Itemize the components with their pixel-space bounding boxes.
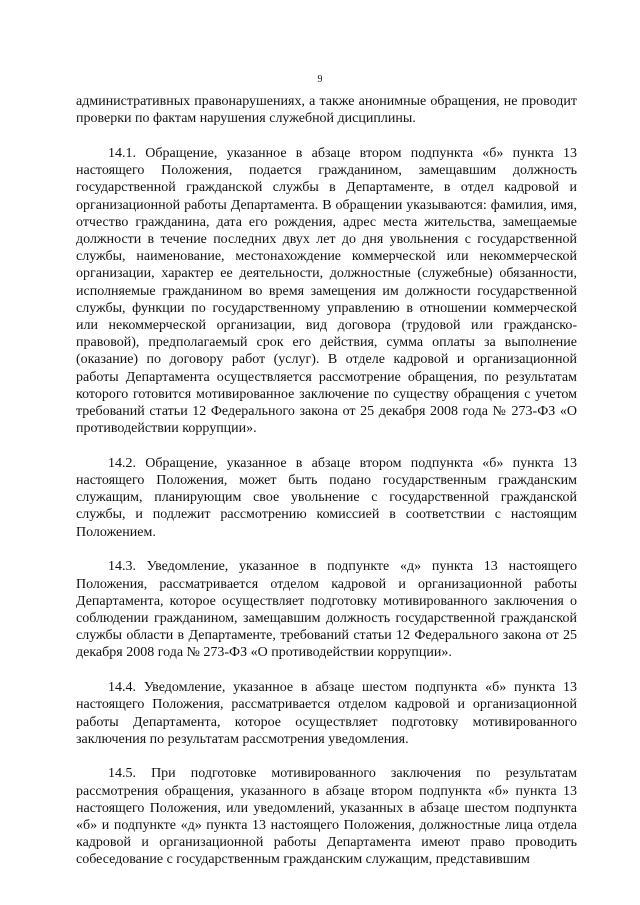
paragraph-gap	[76, 541, 577, 559]
paragraph-14-5: 14.5. При подготовке мотивированного заключения по результатам рассмотрения обращения, указанного в абзаце втором подпункта «б» пункта 13 настоящего Положения, или уведомлений, указанных в абзаце шестом подпункта «б» и подпункте «д» пункта 13 настоящего Положения, должностные лица отдела кадровой и организационной работы Департамента имеют право проводить собеседование с государственным гражданским служащим, представившим	[76, 766, 577, 868]
paragraph-gap	[76, 127, 577, 145]
paragraph-14-2: 14.2. Обращение, указанное в абзаце втором подпункта «б» пункта 13 настоящего Положения, может быть подано государственным гражданским служащим, планирующим свое увольнение с государственной гражданской службы, и подлежит рассмотрению комиссией в соответствии с настоящим Положением.	[76, 455, 577, 540]
paragraph-14-1: 14.1. Обращение, указанное в абзаце втором подпункта «б» пункта 13 настоящего Положения, подается гражданином, замещавшим должность государственной гражданской службы в Департаменте, в отдел кадровой и организационной работы Департамента. В обращении указываются: фамилия, имя, отчество гражданина, дата его рождения, адрес места жительства, замещаемые должности в течение последних двух лет до дня увольнения с государственной службы, наименование, местонахождение коммерческой или некоммерческой организации, характер ее деятельности, должностные (служебные) обязанности, исполняемые гражданином во время замещения им должности государственной службы, функции по государственному управлению в отношении коммерческой или некоммерческой организации, вид договора (трудовой или гражданско-правовой), предполагаемый срок его действия, сумма оплаты за выполнение (оказание) по договору работ (услуг). В отделе кадровой и организационной работы Департамента осуществляется рассмотрение обращения, по результатам которого готовится мотивированное заключение по существу обращения с учетом требований статьи 12 Федерального закона от 25 декабря 2008 года № 273-ФЗ «О противодействии коррупции».	[76, 145, 577, 437]
paragraph-gap	[76, 437, 577, 455]
page-number: 9	[317, 74, 323, 85]
paragraph-gap	[76, 662, 577, 680]
paragraph-14-3: 14.3. Уведомление, указанное в подпункте «д» пункта 13 настоящего Положения, рассматривается отделом кадровой и организационной работы Департамента, которое осуществляет подготовку мотивированного заключения о соблюдении гражданином, замещавшим должность государственной гражданской службы области в Департаменте, требований статьи 12 Федерального закона от 25 декабря 2008 года № 273-ФЗ «О противодействии коррупции».	[76, 559, 577, 661]
paragraph-continuation: административных правонарушениях, а также анонимные обращения, не проводит проверки по фактам нарушения служебной дисциплины.	[76, 94, 577, 127]
document-body	[76, 93, 577, 869]
paragraph-gap	[76, 748, 577, 766]
paragraph-14-4: 14.4. Уведомление, указанное в абзаце шестом подпункта «б» пункта 13 настоящего Положения, рассматривается отделом кадровой и организационной работы Департамента, которое осуществляет подготовку мотивированного заключения по результатам рассмотрения уведомления.	[76, 680, 577, 747]
